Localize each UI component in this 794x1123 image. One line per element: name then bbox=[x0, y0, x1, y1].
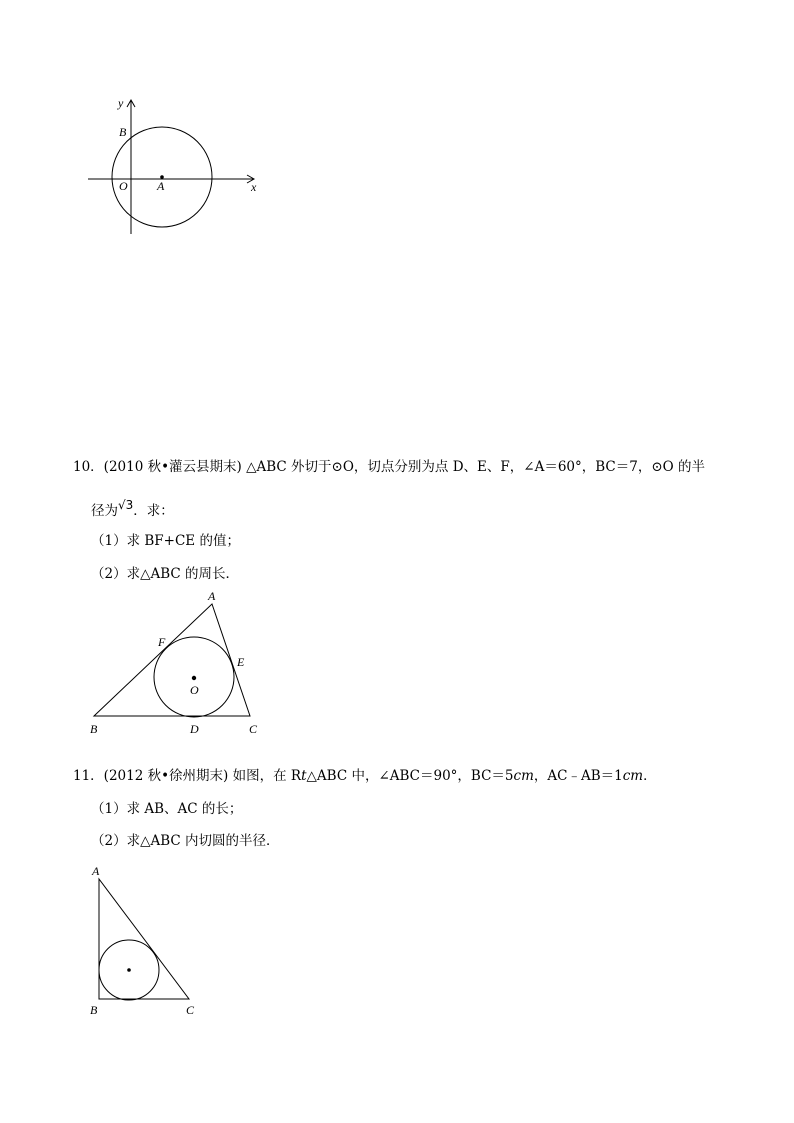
label-A: A bbox=[208, 589, 216, 603]
problem11-question1: （1）求 AB、AC 的长； bbox=[91, 801, 243, 817]
problem11-line1-d: ． bbox=[643, 768, 657, 784]
label-C: C bbox=[249, 722, 258, 736]
label-C: C bbox=[186, 1003, 195, 1017]
problem10-line2-suffix: ．求： bbox=[133, 503, 174, 519]
label-B: B bbox=[90, 1003, 98, 1017]
label-D: D bbox=[190, 722, 199, 736]
incircle-center bbox=[127, 968, 131, 972]
label-A: A bbox=[92, 864, 100, 878]
unit-cm: cm bbox=[513, 768, 534, 784]
problem11-line1-a: 11．(2012 秋•徐州期末) 如图，在 R bbox=[73, 768, 302, 784]
problem11-question2: （2）求△ABC 内切圆的半径． bbox=[91, 833, 280, 849]
label-E: E bbox=[237, 655, 245, 669]
label-O: O bbox=[119, 179, 128, 193]
label-F: F bbox=[158, 635, 166, 649]
problem10-line2-prefix: 径为 bbox=[91, 503, 118, 519]
radical-sqrt3: √3 bbox=[118, 498, 134, 512]
problem11-line1-t: t bbox=[301, 768, 307, 784]
unit-cm: cm bbox=[622, 768, 644, 784]
label-B: B bbox=[119, 125, 127, 139]
label-y: y bbox=[118, 96, 124, 110]
problem10-question1: （1）求 BF+CE 的值； bbox=[91, 533, 240, 549]
problem10-question2: （2）求△ABC 的周长． bbox=[91, 566, 240, 582]
label-B: B bbox=[90, 722, 98, 736]
label-x: x bbox=[251, 180, 257, 194]
right-triangle-ABC bbox=[99, 879, 189, 999]
problem11-line1-b: △ABC 中，∠ABC＝90°，BC＝5 bbox=[306, 768, 514, 784]
problem11-line1-c: ，AC﹣AB＝1 bbox=[533, 768, 623, 784]
label-O: O bbox=[190, 683, 199, 697]
problem10-line1: 10．(2010 秋•灌云县期末) △ABC 外切于⊙O，切点分别为点 D、E、F，∠A＝60°，BC＝7，⊙O 的半 bbox=[73, 459, 706, 475]
label-A: A bbox=[157, 179, 165, 193]
